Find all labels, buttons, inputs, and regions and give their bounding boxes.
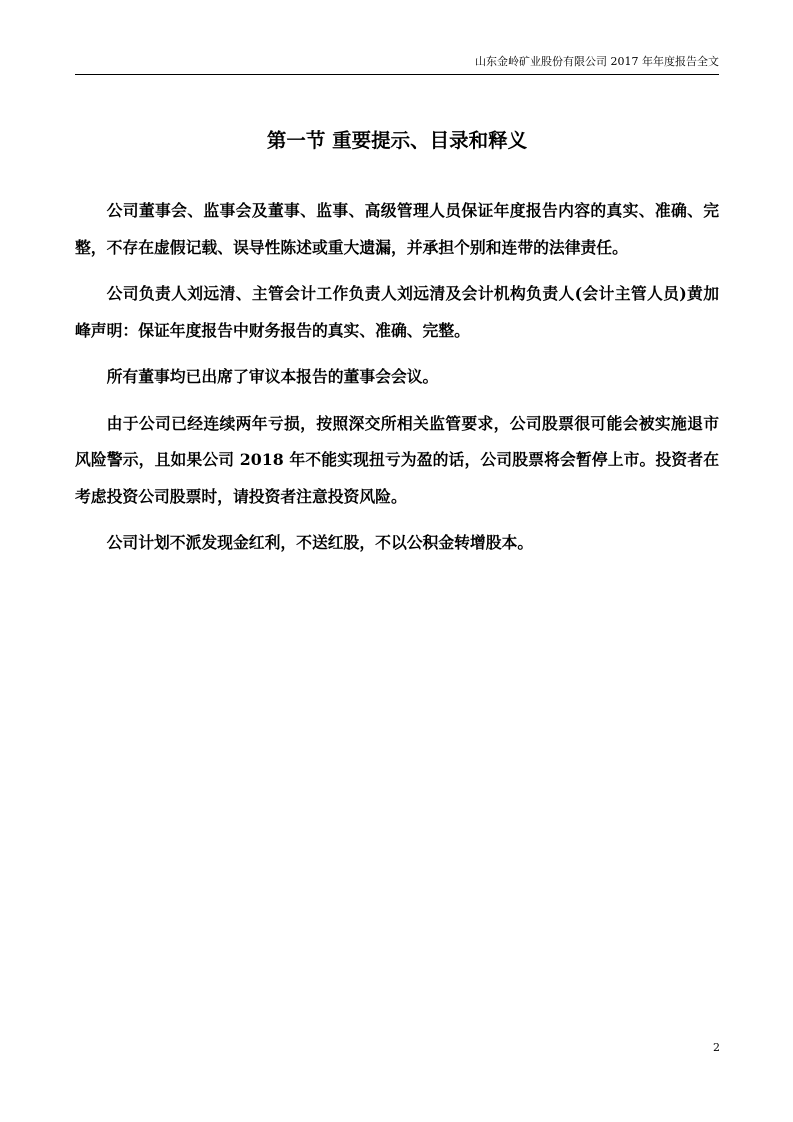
page-number: 2: [713, 1041, 720, 1054]
paragraph-delisting-risk-warning: 由于公司已经连续两年亏损，按照深交所相关监管要求，公司股票很可能会被实施退市风险警示，且如果公司 2018 年不能实现扭亏为盈的话，公司股票将会暂停上市。投资者在考虑投资公司股票时，请投资者注意投资风险。: [75, 413, 719, 506]
paragraph-responsible-persons-statement: 公司负责人刘远清、主管会计工作负责人刘远清及会计机构负责人(会计主管人员)黄加峰声明：保证年度报告中财务报告的真实、准确、完整。: [75, 284, 719, 340]
paragraph-directors-attendance: 所有董事均已出席了审议本报告的董事会会议。: [106, 367, 439, 386]
section-title: 第一节 重要提示、目录和释义: [266, 129, 528, 152]
body-text: [75, 193, 719, 572]
page-header: [75, 55, 719, 75]
paragraph-board-guarantee: 公司董事会、监事会及董事、监事、高级管理人员保证年度报告内容的真实、准确、完整，不存在虚假记载、误导性陈述或重大遗漏，并承担个别和连带的法律责任。: [75, 201, 719, 257]
paragraph-dividend-plan: 公司计划不派发现金红利，不送红股，不以公积金转增股本。: [106, 533, 534, 552]
header-text: 山东金岭矿业股份有限公司 2017 年年度报告全文: [475, 55, 719, 68]
